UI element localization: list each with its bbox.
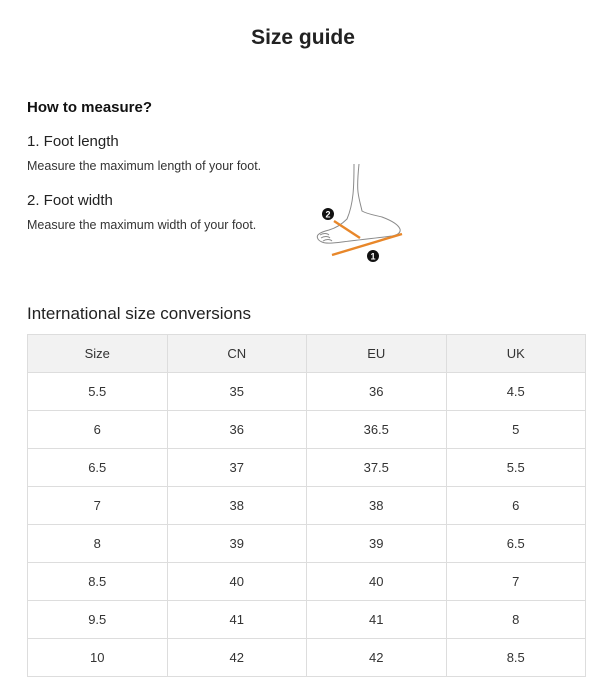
table-row <box>28 373 586 411</box>
table-row <box>28 411 586 449</box>
table-header-row <box>28 335 586 373</box>
cell-eu: 36 <box>307 373 447 411</box>
foot-length-description: Measure the maximum length of your foot. <box>27 159 262 173</box>
cell-eu: 37.5 <box>307 449 447 487</box>
cell-size: 5.5 <box>28 373 168 411</box>
table-row <box>28 449 586 487</box>
foot-outline <box>317 164 400 243</box>
width-measure-line <box>334 221 360 238</box>
cell-uk: 4.5 <box>446 373 586 411</box>
table-row <box>28 563 586 601</box>
cell-eu: 42 <box>307 639 447 677</box>
cell-size: 8 <box>28 525 168 563</box>
cell-cn: 38 <box>167 487 307 525</box>
column-header-eu: EU <box>307 335 447 373</box>
cell-uk: 6.5 <box>446 525 586 563</box>
cell-size: 7 <box>28 487 168 525</box>
cell-size: 6.5 <box>28 449 168 487</box>
length-measure-line <box>332 234 402 255</box>
cell-cn: 37 <box>167 449 307 487</box>
cell-eu: 36.5 <box>307 411 447 449</box>
cell-eu: 38 <box>307 487 447 525</box>
cell-size: 8.5 <box>28 563 168 601</box>
foot-width-title: 2. Foot width <box>27 192 113 209</box>
table-row <box>28 487 586 525</box>
cell-eu: 41 <box>307 601 447 639</box>
cell-cn: 40 <box>167 563 307 601</box>
cell-cn: 39 <box>167 525 307 563</box>
cell-size: 10 <box>28 639 168 677</box>
column-header-uk: UK <box>446 335 586 373</box>
cell-cn: 42 <box>167 639 307 677</box>
cell-uk: 5 <box>446 411 586 449</box>
cell-uk: 5.5 <box>446 449 586 487</box>
conversions-heading: International size conversions <box>27 304 251 323</box>
table-row <box>28 525 586 563</box>
cell-eu: 40 <box>307 563 447 601</box>
cell-cn: 36 <box>167 411 307 449</box>
marker-2-label: 2 <box>325 209 331 220</box>
foot-measurement-icon <box>312 162 412 264</box>
column-header-cn: CN <box>167 335 307 373</box>
cell-uk: 8.5 <box>446 639 586 677</box>
foot-length-title: 1. Foot length <box>27 133 119 150</box>
table-row <box>28 601 586 639</box>
cell-uk: 6 <box>446 487 586 525</box>
column-header-size: Size <box>28 335 168 373</box>
cell-cn: 35 <box>167 373 307 411</box>
cell-size: 6 <box>28 411 168 449</box>
cell-size: 9.5 <box>28 601 168 639</box>
cell-cn: 41 <box>167 601 307 639</box>
foot-width-description: Measure the maximum width of your foot. <box>27 218 257 232</box>
how-to-measure-heading: How to measure? <box>27 99 153 116</box>
marker-1-label: 1 <box>370 251 376 262</box>
cell-eu: 39 <box>307 525 447 563</box>
size-conversion-table <box>27 334 586 677</box>
cell-uk: 7 <box>446 563 586 601</box>
table-row <box>28 639 586 677</box>
cell-uk: 8 <box>446 601 586 639</box>
page-title: Size guide <box>251 26 355 49</box>
